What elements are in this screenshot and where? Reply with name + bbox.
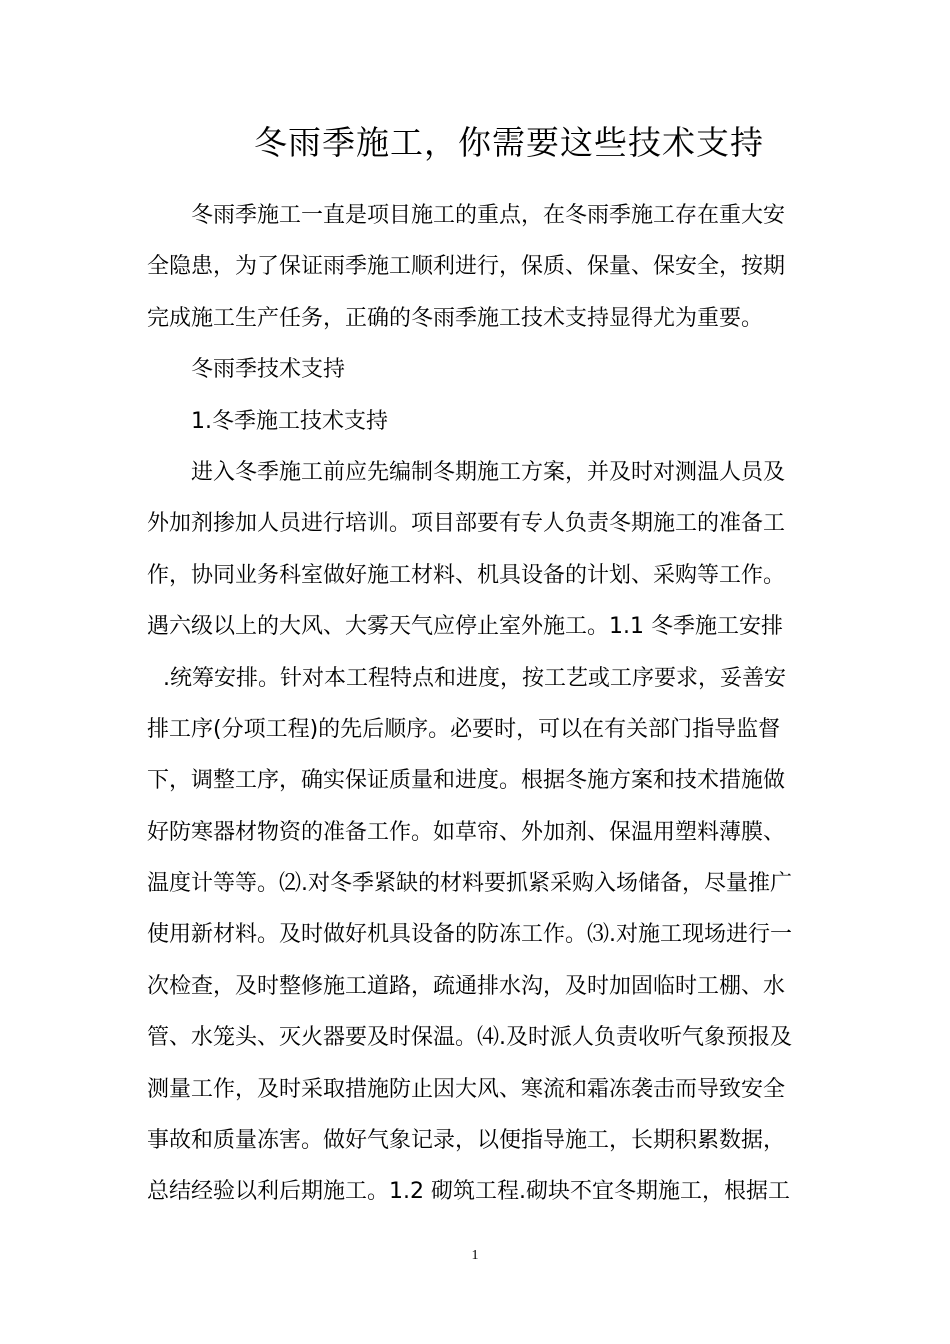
document-body — [147, 190, 807, 1218]
paragraph-line: .统筹安排。针对本工程特点和进度，按工艺或工序要求，妥善安 — [163, 665, 786, 691]
paragraph-line: 温度计等等。⑵.对冬季紧缺的材料要抓紧采购入场储备，尽量推广 — [147, 871, 792, 897]
paragraph-line: 作，协同业务科室做好施工材料、机具设备的计划、采购等工作。 — [147, 562, 786, 588]
paragraph-line: 次检查，及时整修施工道路，疏通排水沟，及时加固临时工棚、水 — [147, 973, 786, 999]
section-heading: 冬雨季技术支持 — [191, 357, 346, 383]
paragraph-line: 测量工作，及时采取措施防止因大风、寒流和霜冻袭击而导致安全 — [147, 1076, 786, 1102]
subsection-heading: 1.冬季施工技术支持 — [191, 408, 388, 434]
paragraph-line: 事故和质量冻害。做好气象记录，以便指导施工，长期积累数据， — [147, 1128, 786, 1154]
page-number: 1 — [471, 1248, 479, 1263]
paragraph-line: 冬雨季施工一直是项目施工的重点，在冬雨季施工存在重大安 — [191, 203, 786, 228]
paragraph-line: 完成施工生产任务，正确的冬雨季施工技术支持显得尤为重要。 — [147, 305, 764, 331]
paragraph-line: 进入冬季施工前应先编制冬期施工方案，并及时对测温人员及 — [191, 459, 786, 485]
paragraph-line: 排工序(分项工程)的先后顺序。必要时，可以在有关部门指导监督 — [147, 716, 781, 742]
paragraph-line: 好防寒器材物资的准备工作。如草帘、外加剂、保温用塑料薄膜、 — [147, 819, 786, 845]
paragraph-line: 遇六级以上的大风、大雾天气应停止室外施工。1.1 冬季施工安排 — [147, 614, 783, 640]
paragraph-line: 外加剂掺加人员进行培训。项目部要有专人负责冬期施工的准备工 — [147, 511, 786, 537]
paragraph-line: 管、水笼头、灭火器要及时保温。⑷.及时派人负责收听气象预报及 — [147, 1025, 792, 1051]
paragraph-line: 全隐患，为了保证雨季施工顺利进行，保质、保量、保安全，按期 — [147, 254, 786, 280]
paragraph-line: 使用新材料。及时做好机具设备的防冻工作。⑶.对施工现场进行一 — [147, 922, 792, 948]
document-title: 冬雨季施工，你需要这些技术支持 — [254, 123, 764, 162]
paragraph-line: 总结经验以利后期施工。1.2 砌筑工程.砌块不宜冬期施工，根据工 — [147, 1179, 790, 1205]
paragraph-line: 下，调整工序，确实保证质量和进度。根据冬施方案和技术措施做 — [147, 768, 786, 794]
